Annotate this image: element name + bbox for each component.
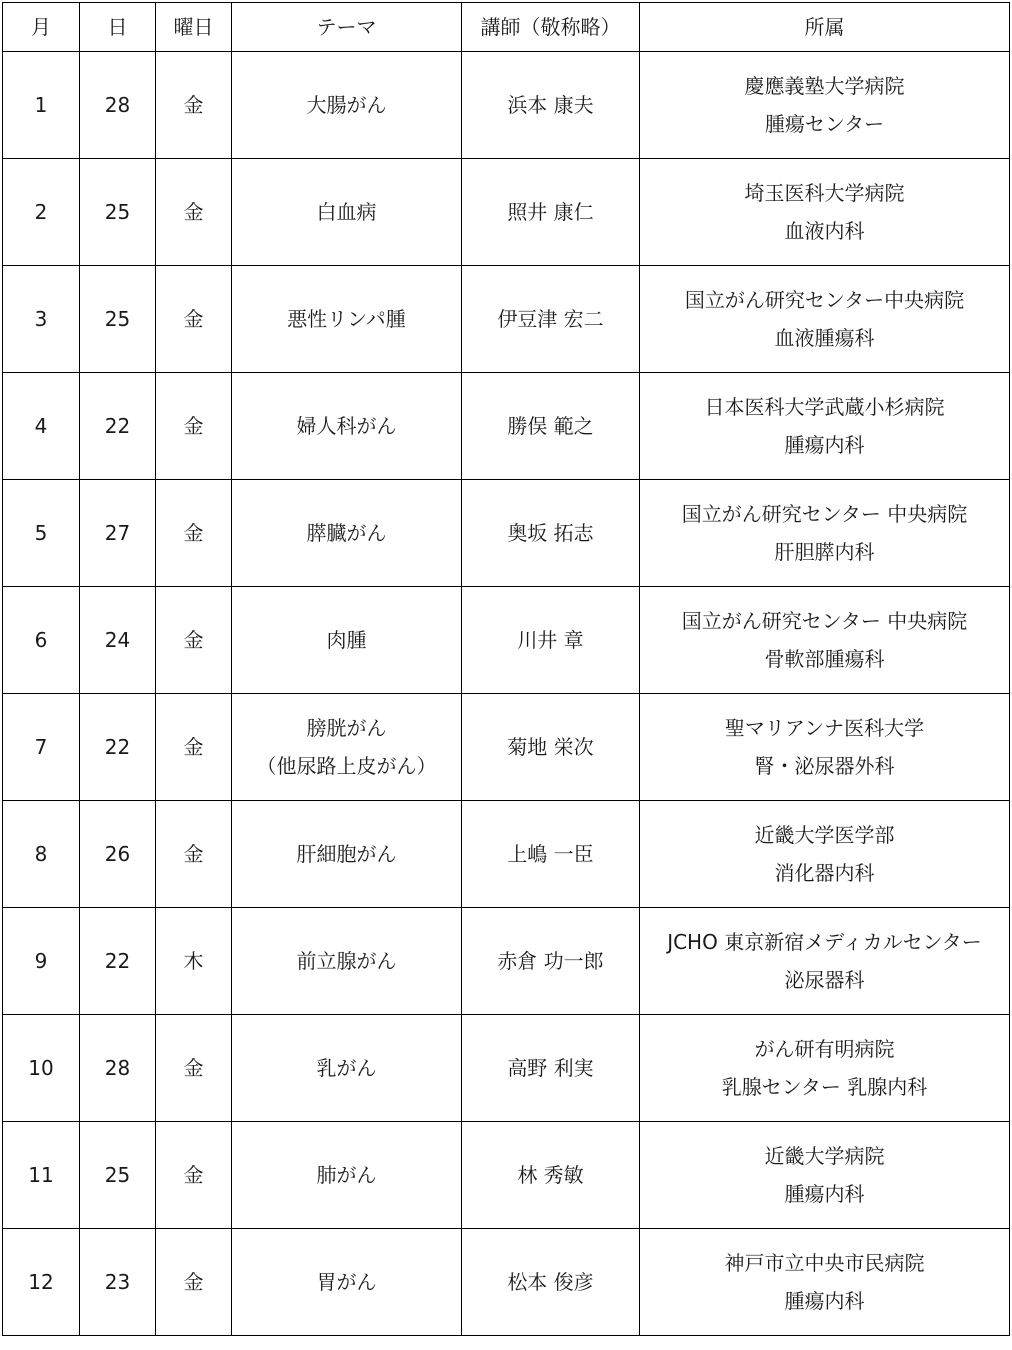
cell-day: 25 (80, 266, 156, 373)
cell-weekday: 木 (156, 908, 232, 1015)
affiliation-line: 腫瘍内科 (784, 1289, 865, 1313)
header-row (3, 3, 1010, 52)
affiliation-line: 近畿大学病院 (764, 1144, 885, 1168)
cell-theme (232, 1229, 462, 1336)
affiliation-line: 消化器内科 (774, 861, 875, 885)
table-row (3, 908, 1010, 1015)
cell-lecturer: 勝俣 範之 (462, 373, 640, 480)
cell-month: 2 (3, 159, 80, 266)
affiliation-line: がん研有明病院 (754, 1037, 895, 1061)
cell-weekday: 金 (156, 52, 232, 159)
cell-weekday: 金 (156, 373, 232, 480)
theme-line: 婦人科がん (296, 414, 397, 438)
cell-lecturer: 赤倉 功一郎 (462, 908, 640, 1015)
cell-lecturer: 浜本 康夫 (462, 52, 640, 159)
cell-theme (232, 266, 462, 373)
cell-weekday: 金 (156, 266, 232, 373)
affiliation-line: 腫瘍内科 (784, 1182, 865, 1206)
cell-day: 23 (80, 1229, 156, 1336)
cell-weekday: 金 (156, 1229, 232, 1336)
cell-day: 26 (80, 801, 156, 908)
cell-day: 28 (80, 1015, 156, 1122)
cell-theme (232, 373, 462, 480)
cell-month: 12 (3, 1229, 80, 1336)
cell-affiliation (640, 1229, 1010, 1336)
affiliation-line: 国立がん研究センター中央病院 (684, 288, 965, 312)
affiliation-line: 肝胆膵内科 (774, 540, 875, 564)
cell-lecturer: 菊地 栄次 (462, 694, 640, 801)
cell-day: 25 (80, 159, 156, 266)
cell-weekday: 金 (156, 801, 232, 908)
table-row (3, 266, 1010, 373)
table-row (3, 52, 1010, 159)
cell-day: 25 (80, 1122, 156, 1229)
cell-lecturer: 照井 康仁 (462, 159, 640, 266)
cell-lecturer: 林 秀敏 (462, 1122, 640, 1229)
cell-lecturer: 高野 利実 (462, 1015, 640, 1122)
table-header (3, 3, 1010, 52)
cell-affiliation (640, 159, 1010, 266)
table-row (3, 373, 1010, 480)
table-row (3, 1015, 1010, 1122)
affiliation-line: 骨軟部腫瘍科 (764, 647, 885, 671)
cell-theme (232, 694, 462, 801)
cell-month: 3 (3, 266, 80, 373)
cell-weekday: 金 (156, 694, 232, 801)
cell-month: 10 (3, 1015, 80, 1122)
cell-theme (232, 159, 462, 266)
cell-affiliation (640, 1122, 1010, 1229)
cell-lecturer: 上嶋 一臣 (462, 801, 640, 908)
theme-line: 肺がん (316, 1163, 377, 1187)
header-affiliation: 所属 (640, 3, 1010, 52)
affiliation-line: 腎・泌尿器外科 (754, 754, 895, 778)
cell-weekday: 金 (156, 480, 232, 587)
cell-theme (232, 801, 462, 908)
header-weekday: 曜日 (156, 3, 232, 52)
cell-month: 11 (3, 1122, 80, 1229)
theme-line: 膀胱がん (306, 716, 387, 740)
affiliation-line: 慶應義塾大学病院 (744, 74, 905, 98)
theme-line: 悪性リンパ腫 (287, 307, 406, 331)
cell-weekday: 金 (156, 587, 232, 694)
affiliation-line: 近畿大学医学部 (754, 823, 895, 847)
cell-theme (232, 52, 462, 159)
cell-day: 27 (80, 480, 156, 587)
cell-theme (232, 587, 462, 694)
table-row (3, 694, 1010, 801)
theme-line: 胃がん (316, 1270, 377, 1294)
lecture-schedule-table (2, 2, 1010, 1336)
cell-affiliation (640, 373, 1010, 480)
cell-affiliation (640, 1015, 1010, 1122)
theme-line: 白血病 (316, 200, 377, 224)
affiliation-line: 国立がん研究センター 中央病院 (681, 502, 968, 526)
affiliation-line: 腫瘍内科 (784, 433, 865, 457)
cell-lecturer: 川井 章 (462, 587, 640, 694)
affiliation-line: 日本医科大学武蔵小杉病院 (704, 395, 945, 419)
table-row (3, 159, 1010, 266)
cell-weekday: 金 (156, 1015, 232, 1122)
table-row (3, 587, 1010, 694)
cell-month: 9 (3, 908, 80, 1015)
header-lecturer: 講師（敬称略） (462, 3, 640, 52)
cell-day: 24 (80, 587, 156, 694)
affiliation-line: 乳腺センター 乳腺内科 (721, 1075, 928, 1099)
affiliation-line: 国立がん研究センター 中央病院 (681, 609, 968, 633)
cell-affiliation (640, 908, 1010, 1015)
cell-month: 6 (3, 587, 80, 694)
affiliation-line: 血液内科 (784, 219, 865, 243)
affiliation-line: 聖マリアンナ医科大学 (724, 716, 925, 740)
cell-theme (232, 908, 462, 1015)
theme-line: 大腸がん (306, 93, 387, 117)
header-month: 月 (3, 3, 80, 52)
cell-affiliation (640, 587, 1010, 694)
cell-month: 5 (3, 480, 80, 587)
cell-month: 1 (3, 52, 80, 159)
theme-line: 膵臓がん (306, 521, 387, 545)
cell-affiliation (640, 801, 1010, 908)
theme-line: 前立腺がん (296, 949, 397, 973)
cell-lecturer: 奥坂 拓志 (462, 480, 640, 587)
cell-affiliation (640, 480, 1010, 587)
cell-weekday: 金 (156, 1122, 232, 1229)
affiliation-line: 埼玉医科大学病院 (744, 181, 905, 205)
table-row (3, 1122, 1010, 1229)
affiliation-line: 泌尿器科 (784, 968, 865, 992)
cell-day: 28 (80, 52, 156, 159)
cell-theme (232, 1122, 462, 1229)
theme-line: 乳がん (316, 1056, 377, 1080)
table-row (3, 1229, 1010, 1336)
cell-day: 22 (80, 908, 156, 1015)
cell-day: 22 (80, 373, 156, 480)
theme-line: 肉腫 (326, 628, 367, 652)
header-theme: テーマ (232, 3, 462, 52)
cell-month: 8 (3, 801, 80, 908)
cell-affiliation (640, 694, 1010, 801)
affiliation-line: 腫瘍センター (764, 112, 885, 136)
cell-affiliation (640, 266, 1010, 373)
affiliation-line: 血液腫瘍科 (774, 326, 875, 350)
table-body (3, 52, 1010, 1336)
cell-lecturer: 松本 俊彦 (462, 1229, 640, 1336)
cell-lecturer: 伊豆津 宏二 (462, 266, 640, 373)
affiliation-line: 神戸市立中央市民病院 (724, 1251, 925, 1275)
table-row (3, 480, 1010, 587)
cell-month: 4 (3, 373, 80, 480)
cell-theme (232, 1015, 462, 1122)
theme-line: 肝細胞がん (296, 842, 397, 866)
theme-line: （他尿路上皮がん） (256, 754, 437, 778)
cell-day: 22 (80, 694, 156, 801)
affiliation-line: JCHO 東京新宿メディカルセンター (667, 930, 982, 954)
table-row (3, 801, 1010, 908)
cell-affiliation (640, 52, 1010, 159)
cell-month: 7 (3, 694, 80, 801)
cell-weekday: 金 (156, 159, 232, 266)
header-day: 日 (80, 3, 156, 52)
cell-theme (232, 480, 462, 587)
